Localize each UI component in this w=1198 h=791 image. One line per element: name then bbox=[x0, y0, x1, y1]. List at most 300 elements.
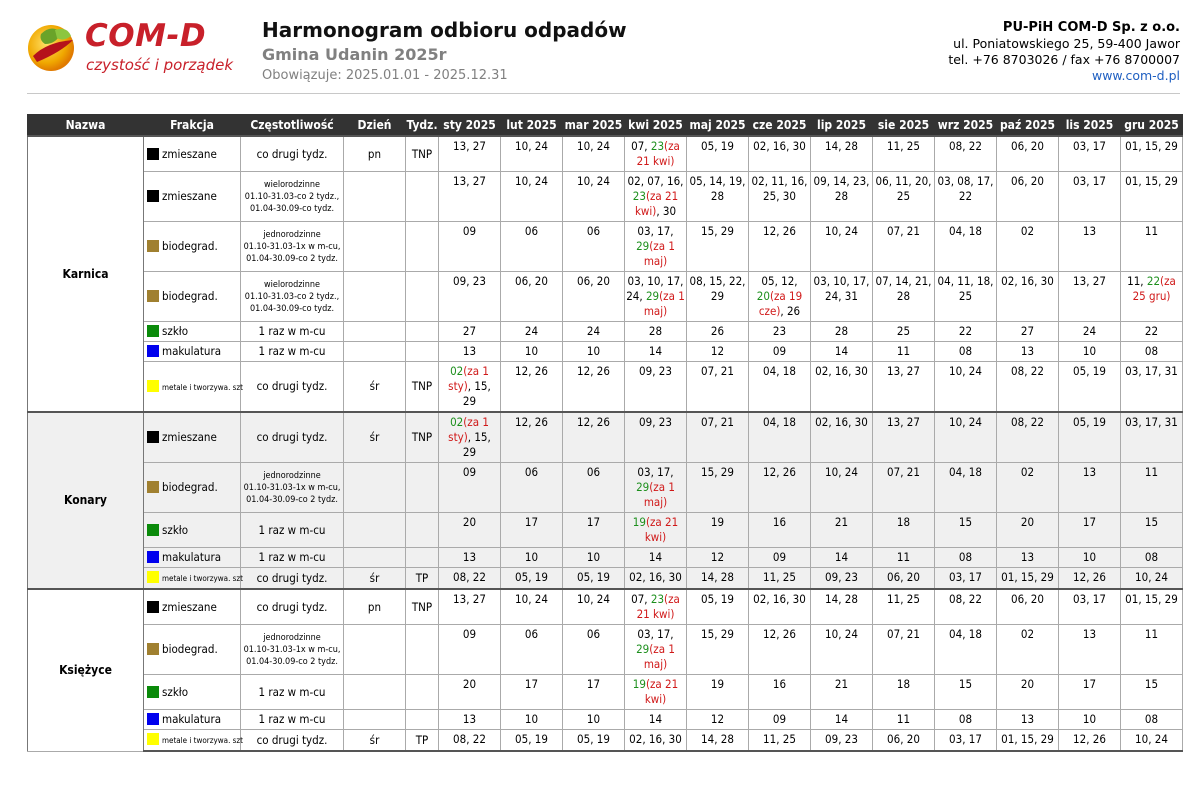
month-dates-cell: 09, 23 bbox=[811, 568, 873, 590]
month-dates-cell: 07, 21 bbox=[687, 362, 749, 413]
company-website-link[interactable]: www.com-d.pl bbox=[1091, 68, 1180, 83]
month-dates-cell: 08, 22 bbox=[935, 589, 997, 625]
month-dates-cell: 09, 23 bbox=[625, 412, 687, 463]
month-dates-cell: 07, 21 bbox=[873, 222, 935, 272]
month-dates-cell: 03, 10, 17, 24, 31 bbox=[811, 272, 873, 322]
column-header: lis 2025 bbox=[1059, 115, 1121, 137]
month-dates-cell: 02(za 1 sty), 15, 29 bbox=[439, 412, 501, 463]
fraction-cell bbox=[144, 548, 241, 568]
month-dates-cell: 09 bbox=[439, 463, 501, 513]
month-dates-cell bbox=[625, 513, 687, 548]
fraction-cell bbox=[144, 136, 241, 172]
fraction-label: metale i tworzywa. szt bbox=[162, 736, 243, 745]
frequency-cell: 1 raz w m-cu bbox=[241, 513, 344, 548]
shifted-date: 29 bbox=[636, 239, 650, 253]
location-name: Konary bbox=[28, 412, 144, 589]
month-dates-cell: 10, 24 bbox=[935, 362, 997, 413]
month-dates-cell: 14 bbox=[625, 710, 687, 730]
month-dates-cell: 06, 20 bbox=[501, 272, 563, 322]
table-row bbox=[28, 710, 1183, 730]
fraction-color-swatch bbox=[147, 733, 159, 745]
fraction-color-swatch bbox=[147, 325, 159, 337]
month-dates-cell: 15, 29 bbox=[687, 625, 749, 675]
fraction-cell bbox=[144, 589, 241, 625]
shifted-date: 19 bbox=[632, 515, 646, 529]
month-dates-cell: 06 bbox=[563, 463, 625, 513]
fraction-cell bbox=[144, 625, 241, 675]
fraction-cell bbox=[144, 222, 241, 272]
fraction-label: makulatura bbox=[162, 344, 222, 358]
column-header: lut 2025 bbox=[501, 115, 563, 137]
month-dates-cell: 01, 15, 29 bbox=[1121, 172, 1183, 222]
month-dates-cell: 02 bbox=[997, 463, 1059, 513]
table-row bbox=[28, 589, 1183, 625]
month-dates-cell: 02, 16, 30 bbox=[811, 412, 873, 463]
month-dates-cell: 10 bbox=[501, 710, 563, 730]
fraction-color-swatch bbox=[147, 571, 159, 583]
table-row bbox=[28, 730, 1183, 752]
fraction-cell bbox=[144, 272, 241, 322]
month-dates-cell: 10 bbox=[1059, 548, 1121, 568]
month-dates-cell: 13 bbox=[439, 710, 501, 730]
month-dates-cell: 06, 20 bbox=[563, 272, 625, 322]
frequency-cell: 1 raz w m-cu bbox=[241, 675, 344, 710]
month-dates-cell: 18 bbox=[873, 675, 935, 710]
table-row bbox=[28, 362, 1183, 413]
month-dates-cell: 12, 26 bbox=[749, 463, 811, 513]
month-dates-cell: 01, 15, 29 bbox=[997, 568, 1059, 590]
month-dates-cell: 07, 21 bbox=[873, 463, 935, 513]
column-header: Częstotliwość bbox=[241, 115, 344, 137]
month-dates-cell: 10, 24 bbox=[563, 136, 625, 172]
month-dates-cell: 05, 19 bbox=[563, 730, 625, 752]
month-dates-cell: 10 bbox=[1059, 342, 1121, 362]
week-type-cell: TNP bbox=[406, 412, 439, 463]
month-dates-cell: 11 bbox=[873, 342, 935, 362]
month-dates-cell: 07, 21 bbox=[873, 625, 935, 675]
shifted-date: 29 bbox=[645, 289, 660, 303]
month-dates-cell: 03, 08, 17, 22 bbox=[935, 172, 997, 222]
week-type-cell: TNP bbox=[406, 362, 439, 413]
month-dates-cell: 03, 17 bbox=[1059, 589, 1121, 625]
fraction-label: metale i tworzywa. szt bbox=[162, 382, 243, 392]
month-dates-cell: 02, 16, 30 bbox=[625, 730, 687, 752]
day-cell bbox=[344, 342, 406, 362]
month-dates-cell: 14 bbox=[811, 710, 873, 730]
month-dates-cell: 06, 20 bbox=[873, 568, 935, 590]
table-header-row bbox=[28, 115, 1183, 137]
month-dates-cell: 03, 17, 29(za 1 maj) bbox=[625, 625, 687, 675]
month-dates-cell: 06 bbox=[501, 222, 563, 272]
company-phone: tel. +76 8703026 / fax +76 8700007 bbox=[948, 52, 1180, 67]
week-type-cell bbox=[406, 675, 439, 710]
day-cell bbox=[344, 675, 406, 710]
month-dates-cell: 03, 17 bbox=[1059, 172, 1121, 222]
month-dates-cell: 15 bbox=[935, 513, 997, 548]
shift-note: (za 1 maj) bbox=[643, 289, 685, 318]
month-dates-cell: 05, 19 bbox=[501, 730, 563, 752]
shift-note: (za 21 kwi) bbox=[636, 592, 680, 621]
month-dates-cell: 05, 19 bbox=[1059, 362, 1121, 413]
month-dates-cell: 17 bbox=[501, 675, 563, 710]
fraction-label: zmieszane bbox=[162, 189, 217, 203]
table-row bbox=[28, 136, 1183, 172]
shift-note: (za 1 maj) bbox=[643, 480, 675, 509]
shift-note: (za 21 kwi) bbox=[636, 139, 680, 168]
shift-note: (za 1 sty) bbox=[448, 364, 489, 393]
shifted-date: 20 bbox=[756, 289, 770, 303]
month-dates-cell: 10, 24 bbox=[563, 172, 625, 222]
month-dates-cell: 19 bbox=[687, 513, 749, 548]
month-dates-cell: 11, 22(za 25 gru) bbox=[1121, 272, 1183, 322]
company-logo bbox=[27, 18, 237, 78]
month-dates-cell: 14, 28 bbox=[687, 568, 749, 590]
month-dates-cell: 05, 19 bbox=[563, 568, 625, 590]
column-header: sie 2025 bbox=[873, 115, 935, 137]
company-address: ul. Poniatowskiego 25, 59-400 Jawor bbox=[953, 36, 1180, 51]
frequency-cell: 1 raz w m-cu bbox=[241, 548, 344, 568]
shifted-date: 02 bbox=[450, 364, 464, 378]
month-dates-cell: 08, 22 bbox=[997, 362, 1059, 413]
month-dates-cell: 11 bbox=[1121, 463, 1183, 513]
month-dates-cell: 10, 24 bbox=[501, 589, 563, 625]
month-dates-cell: 09, 23 bbox=[625, 362, 687, 413]
month-dates-cell: 03, 10, 17, 24, 29(za 1 maj) bbox=[625, 272, 687, 322]
month-dates-cell: 14, 28 bbox=[687, 730, 749, 752]
fraction-cell bbox=[144, 730, 241, 752]
month-dates-cell: 28 bbox=[625, 322, 687, 342]
column-header: Dzień bbox=[344, 115, 406, 137]
month-dates-cell: 10, 24 bbox=[811, 625, 873, 675]
column-header: maj 2025 bbox=[687, 115, 749, 137]
table-row bbox=[28, 568, 1183, 590]
month-dates-cell: 14 bbox=[811, 342, 873, 362]
month-dates-cell: 07, 14, 21, 28 bbox=[873, 272, 935, 322]
month-dates-cell: 06, 20 bbox=[997, 172, 1059, 222]
month-dates-cell: 10 bbox=[563, 548, 625, 568]
month-dates-cell: 08, 22 bbox=[439, 730, 501, 752]
frequency-cell: 1 raz w m-cu bbox=[241, 710, 344, 730]
month-dates-cell: 28 bbox=[811, 322, 873, 342]
month-dates-cell: 10 bbox=[563, 342, 625, 362]
fraction-label: zmieszane bbox=[162, 599, 217, 614]
month-dates-cell: 06 bbox=[501, 463, 563, 513]
month-dates-cell: 22 bbox=[935, 322, 997, 342]
month-dates-cell: 20 bbox=[439, 675, 501, 710]
fraction-color-swatch bbox=[147, 345, 159, 357]
fraction-label: biodegrad. bbox=[162, 642, 218, 656]
month-dates-cell: 12, 26 bbox=[563, 412, 625, 463]
month-dates-cell: 01, 15, 29 bbox=[1121, 136, 1183, 172]
month-dates-cell: 25 bbox=[873, 322, 935, 342]
month-dates-cell: 02, 07, 16, 23(za 21 kwi), 30 bbox=[625, 172, 687, 222]
month-dates-cell: 14 bbox=[811, 548, 873, 568]
week-type-cell bbox=[406, 625, 439, 675]
day-cell: śr bbox=[344, 412, 406, 463]
frequency-cell: 1 raz w m-cu bbox=[241, 322, 344, 342]
month-dates-cell: 09, 14, 23, 28 bbox=[811, 172, 873, 222]
week-type-cell bbox=[406, 222, 439, 272]
week-type-cell bbox=[406, 322, 439, 342]
month-dates-cell: 01, 15, 29 bbox=[997, 730, 1059, 752]
month-dates-cell: 20 bbox=[997, 513, 1059, 548]
frequency-cell: co drugi tydz. bbox=[241, 568, 344, 590]
month-dates-cell: 13, 27 bbox=[439, 136, 501, 172]
month-dates-cell: 08, 22 bbox=[935, 136, 997, 172]
month-dates-cell: 01, 15, 29 bbox=[1121, 589, 1183, 625]
month-dates-cell: 07, 23(za 21 kwi) bbox=[625, 589, 687, 625]
month-dates-cell: 14, 28 bbox=[811, 589, 873, 625]
table-row bbox=[28, 675, 1183, 710]
month-dates-cell: 21 bbox=[811, 675, 873, 710]
day-cell bbox=[344, 710, 406, 730]
month-dates-cell: 11, 25 bbox=[749, 730, 811, 752]
day-cell: śr bbox=[344, 362, 406, 413]
column-header: Frakcja bbox=[144, 115, 241, 137]
shifted-date: 19 bbox=[632, 677, 646, 691]
month-dates-cell: 07, 23(za 21 kwi) bbox=[625, 136, 687, 172]
month-dates-cell: 10, 24 bbox=[935, 412, 997, 463]
month-dates-cell: 15 bbox=[1121, 675, 1183, 710]
month-dates-cell: 02 bbox=[997, 625, 1059, 675]
month-dates-cell: 08 bbox=[1121, 710, 1183, 730]
month-dates-cell: 05, 19 bbox=[687, 589, 749, 625]
month-dates-cell: 10, 24 bbox=[563, 589, 625, 625]
month-dates-cell: 21 bbox=[811, 513, 873, 548]
month-dates-cell: 02 bbox=[997, 222, 1059, 272]
month-dates-cell: 03, 17, 29(za 1 maj) bbox=[625, 222, 687, 272]
month-dates-cell: 20 bbox=[997, 675, 1059, 710]
frequency-cell: wielorodzinne 01.10-31.03-co 2 tydz., 01.04-30.09-co tydz. bbox=[241, 172, 344, 222]
frequency-cell: 1 raz w m-cu bbox=[241, 342, 344, 362]
month-dates-cell: 12 bbox=[687, 548, 749, 568]
month-dates-cell: 10 bbox=[501, 548, 563, 568]
day-cell bbox=[344, 272, 406, 322]
fraction-label: metale i tworzywa. szt bbox=[162, 574, 243, 583]
fraction-cell bbox=[144, 172, 241, 222]
month-dates-cell: 19 bbox=[687, 675, 749, 710]
month-dates-cell: 02, 16, 30 bbox=[749, 136, 811, 172]
month-dates-cell: 05, 19 bbox=[501, 568, 563, 590]
shift-note: (za 1 maj) bbox=[643, 642, 675, 671]
day-cell bbox=[344, 548, 406, 568]
fraction-label: zmieszane bbox=[162, 146, 217, 161]
month-dates-cell: 06 bbox=[501, 625, 563, 675]
week-type-cell bbox=[406, 272, 439, 322]
week-type-cell bbox=[406, 548, 439, 568]
fraction-color-swatch bbox=[147, 240, 159, 252]
month-dates-cell: 13 bbox=[997, 342, 1059, 362]
month-dates-cell: 14, 28 bbox=[811, 136, 873, 172]
frequency-cell: co drugi tydz. bbox=[241, 136, 344, 172]
month-dates-cell: 03, 17, 29(za 1 maj) bbox=[625, 463, 687, 513]
page-header bbox=[0, 0, 1198, 94]
day-cell: pn bbox=[344, 589, 406, 625]
month-dates-cell: 10, 24 bbox=[811, 463, 873, 513]
month-dates-cell: 12, 26 bbox=[749, 625, 811, 675]
fraction-color-swatch bbox=[147, 290, 159, 302]
week-type-cell bbox=[406, 513, 439, 548]
table-row bbox=[28, 412, 1183, 463]
page-subtitle: Gmina Udanin 2025r bbox=[262, 45, 447, 64]
month-dates-cell: 13 bbox=[997, 710, 1059, 730]
month-dates-cell: 09, 23 bbox=[811, 730, 873, 752]
month-dates-cell: 15, 29 bbox=[687, 222, 749, 272]
month-dates-cell: 12, 26 bbox=[1059, 568, 1121, 590]
week-type-cell bbox=[406, 172, 439, 222]
month-dates-cell: 07, 21 bbox=[687, 412, 749, 463]
table-row bbox=[28, 625, 1183, 675]
month-dates-cell: 14 bbox=[625, 548, 687, 568]
month-dates-cell: 10, 24 bbox=[1121, 568, 1183, 590]
month-dates-cell: 11, 25 bbox=[873, 589, 935, 625]
month-dates-cell: 15, 29 bbox=[687, 463, 749, 513]
shifted-date: 02 bbox=[450, 415, 464, 429]
shift-note: (za 21 kwi) bbox=[644, 515, 679, 544]
month-dates-cell: 24 bbox=[501, 322, 563, 342]
day-cell bbox=[344, 463, 406, 513]
week-type-cell: TNP bbox=[406, 589, 439, 625]
week-type-cell bbox=[406, 342, 439, 362]
day-cell: śr bbox=[344, 730, 406, 752]
month-dates-cell: 17 bbox=[563, 513, 625, 548]
month-dates-cell: 15 bbox=[1121, 513, 1183, 548]
month-dates-cell: 08, 22 bbox=[439, 568, 501, 590]
fraction-color-swatch bbox=[147, 713, 159, 725]
shift-note: (za 1 maj) bbox=[643, 239, 675, 268]
month-dates-cell: 09 bbox=[749, 548, 811, 568]
fraction-color-swatch bbox=[147, 190, 159, 202]
schedule-table bbox=[27, 114, 1183, 752]
logo-emblem-icon bbox=[27, 22, 79, 78]
fraction-label: biodegrad. bbox=[162, 239, 218, 253]
column-header: Tydz. bbox=[406, 115, 439, 137]
column-header: paź 2025 bbox=[997, 115, 1059, 137]
month-dates-cell: 18 bbox=[873, 513, 935, 548]
month-dates-cell: 09, 23 bbox=[439, 272, 501, 322]
location-name: Księżyce bbox=[28, 589, 144, 751]
month-dates-cell: 08, 22 bbox=[997, 412, 1059, 463]
month-dates-cell: 13 bbox=[439, 548, 501, 568]
month-dates-cell: 11 bbox=[1121, 222, 1183, 272]
fraction-color-swatch bbox=[147, 524, 159, 536]
month-dates-cell: 06, 20 bbox=[997, 589, 1059, 625]
month-dates-cell: 17 bbox=[1059, 513, 1121, 548]
fraction-color-swatch bbox=[147, 643, 159, 655]
month-dates-cell: 10 bbox=[1059, 710, 1121, 730]
week-type-cell bbox=[406, 463, 439, 513]
month-dates-cell: 12 bbox=[687, 710, 749, 730]
fraction-color-swatch bbox=[147, 481, 159, 493]
month-dates-cell: 04, 18 bbox=[935, 222, 997, 272]
fraction-cell bbox=[144, 675, 241, 710]
week-type-cell: TNP bbox=[406, 136, 439, 172]
fraction-cell bbox=[144, 513, 241, 548]
month-dates-cell: 02, 16, 30 bbox=[811, 362, 873, 413]
fraction-color-swatch bbox=[147, 686, 159, 698]
month-dates-cell: 23 bbox=[749, 322, 811, 342]
fraction-label: szkło bbox=[162, 324, 189, 338]
month-dates-cell: 03, 17 bbox=[1059, 136, 1121, 172]
month-dates-cell: 11, 25 bbox=[749, 568, 811, 590]
month-dates-cell: 12, 26 bbox=[749, 222, 811, 272]
fraction-label: makulatura bbox=[162, 712, 222, 726]
month-dates-cell: 06, 11, 20, 25 bbox=[873, 172, 935, 222]
month-dates-cell: 27 bbox=[439, 322, 501, 342]
shift-note: (za 25 gru) bbox=[1132, 274, 1176, 303]
company-name: PU-PiH COM-D Sp. z o.o. bbox=[1002, 20, 1180, 35]
validity-period: Obowiązuje: 2025.01.01 - 2025.12.31 bbox=[262, 68, 508, 83]
month-dates-cell: 03, 17, 31 bbox=[1121, 412, 1183, 463]
month-dates-cell: 06, 20 bbox=[873, 730, 935, 752]
month-dates-cell: 13 bbox=[997, 548, 1059, 568]
month-dates-cell: 09 bbox=[749, 710, 811, 730]
month-dates-cell: 17 bbox=[1059, 675, 1121, 710]
month-dates-cell: 08 bbox=[935, 342, 997, 362]
month-dates-cell: 03, 17, 31 bbox=[1121, 362, 1183, 413]
shift-note: (za 19 cze) bbox=[758, 289, 803, 318]
month-dates-cell: 10, 24 bbox=[811, 222, 873, 272]
logo-wordmark: COM-D bbox=[85, 18, 207, 54]
month-dates-cell: 12 bbox=[687, 342, 749, 362]
table-row bbox=[28, 463, 1183, 513]
fraction-color-swatch bbox=[147, 431, 159, 443]
week-type-cell: TP bbox=[406, 568, 439, 590]
month-dates-cell: 04, 11, 18, 25 bbox=[935, 272, 997, 322]
month-dates-cell: 04, 18 bbox=[935, 625, 997, 675]
month-dates-cell: 13 bbox=[1059, 625, 1121, 675]
column-header: gru 2025 bbox=[1121, 115, 1183, 137]
month-dates-cell: 13 bbox=[1059, 222, 1121, 272]
month-dates-cell: 02, 16, 30 bbox=[749, 589, 811, 625]
table-row bbox=[28, 322, 1183, 342]
fraction-color-swatch bbox=[147, 551, 159, 563]
month-dates-cell: 12, 26 bbox=[563, 362, 625, 413]
month-dates-cell: 13 bbox=[1059, 463, 1121, 513]
fraction-label: biodegrad. bbox=[162, 480, 218, 494]
column-header: Nazwa bbox=[28, 115, 144, 137]
table-row bbox=[28, 222, 1183, 272]
month-dates-cell: 13, 27 bbox=[439, 172, 501, 222]
frequency-cell: co drugi tydz. bbox=[241, 362, 344, 413]
month-dates-cell: 12, 26 bbox=[501, 362, 563, 413]
shifted-date: 29 bbox=[636, 480, 650, 494]
day-cell: pn bbox=[344, 136, 406, 172]
month-dates-cell: 09 bbox=[749, 342, 811, 362]
day-cell bbox=[344, 625, 406, 675]
location-name: Karnica bbox=[28, 136, 144, 412]
table-row bbox=[28, 513, 1183, 548]
logo-tagline: czystość i porządek bbox=[86, 56, 234, 74]
day-cell bbox=[344, 322, 406, 342]
month-dates-cell: 16 bbox=[749, 675, 811, 710]
frequency-cell: jednorodzinne 01.10-31.03-1x w m-cu, 01.04-30.09-co 2 tydz. bbox=[241, 463, 344, 513]
column-header: kwi 2025 bbox=[625, 115, 687, 137]
month-dates-cell: 17 bbox=[501, 513, 563, 548]
column-header: lip 2025 bbox=[811, 115, 873, 137]
shifted-date: 22 bbox=[1146, 274, 1161, 288]
month-dates-cell: 06 bbox=[563, 625, 625, 675]
month-dates-cell: 09 bbox=[439, 222, 501, 272]
month-dates-cell: 11, 25 bbox=[873, 136, 935, 172]
month-dates-cell: 15 bbox=[935, 675, 997, 710]
month-dates-cell: 08, 15, 22, 29 bbox=[687, 272, 749, 322]
month-dates-cell: 13, 27 bbox=[1059, 272, 1121, 322]
month-dates-cell: 13, 27 bbox=[873, 362, 935, 413]
fraction-label: makulatura bbox=[162, 550, 222, 564]
month-dates-cell: 14 bbox=[625, 342, 687, 362]
month-dates-cell: 02(za 1 sty), 15, 29 bbox=[439, 362, 501, 413]
